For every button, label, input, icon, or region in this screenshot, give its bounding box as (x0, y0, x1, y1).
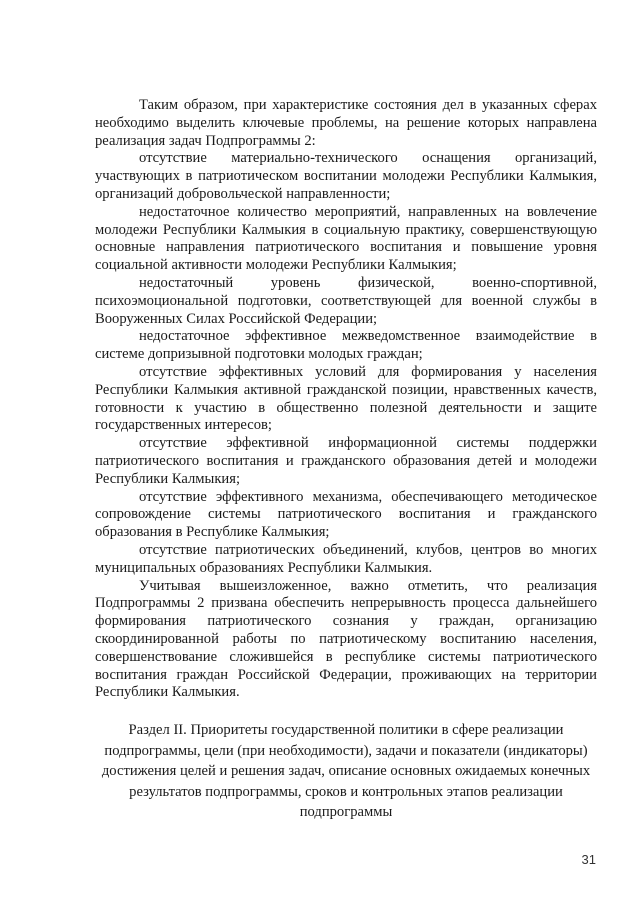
problem-item-events: недостаточное количество мероприятий, направленных на вовлечение молодежи Республики Калмыкия в социальную практику, совершенствующую основные направления патриотического воспитания и повышение уровня социальной активности молодежи Республики Калмыкия; (95, 203, 597, 274)
problem-item-equipment: отсутствие материально-технического оснащения организаций, участвующих в патриотическом воспитании молодежи Республики Калмыкия, организаций добровольческой направленности; (95, 150, 597, 202)
problem-item-civic-position: отсутствие эффективных условий для формирования у населения Республики Калмыкия активной гражданской позиции, нравственных качеств, готовности к участию в общественно полезной деятельности и защите государственных интересов; (95, 363, 597, 434)
problem-item-associations: отсутствие патриотических объединений, клубов, центров во многих муниципальных образованиях Республики Калмыкия. (95, 541, 597, 576)
conclusion-paragraph: Учитывая вышеизложенное, важно отметить, что реализация Подпрограммы 2 призвана обеспечить непрерывность процесса дальнейшего формирования патриотического сознания у граждан, организацию скоординированной работы по патриотическому воспитанию населения, совершенствование сложившейся в республике системы патриотического воспитания граждан Российской Федерации, проживающих на территории Республики Калмыкия. (95, 577, 597, 701)
section-heading: Раздел II. Приоритеты государственной политики в сфере реализации подпрограммы, цели (при необходимости), задачи и показатели (индикаторы) достижения целей и решения задач, описание основных ожидаемых конечных результатов подпрограммы, сроков и контрольных этапов реализации подпрограммы (101, 722, 591, 820)
problem-item-training: недостаточный уровень физической, военно-спортивной, психоэмоциональной подготовки, соответствующей для военной службы в Вооруженных Силах Российской Федерации; (95, 274, 597, 327)
problem-item-methodology: отсутствие эффективного механизма, обеспечивающего методическое сопровождение системы патриотического воспитания и гражданского образования в Республике Калмыкия; (95, 488, 597, 541)
problem-item-information-system: отсутствие эффективной информационной системы поддержки патриотического воспитания и гражданского образования детей и молодежи Республики Калмыкия; (95, 435, 597, 487)
intro-paragraph: Таким образом, при характеристике состояния дел в указанных сферах необходимо выделить ключевые проблемы, на решение которых направлена реализация задач Подпрограммы 2: (95, 97, 597, 149)
page-number: 31 (581, 852, 596, 867)
problem-item-interagency: недостаточное эффективное межведомственное взаимодействие в системе допризывной подготовки молодых граждан; (95, 328, 597, 363)
body-text (95, 97, 597, 702)
